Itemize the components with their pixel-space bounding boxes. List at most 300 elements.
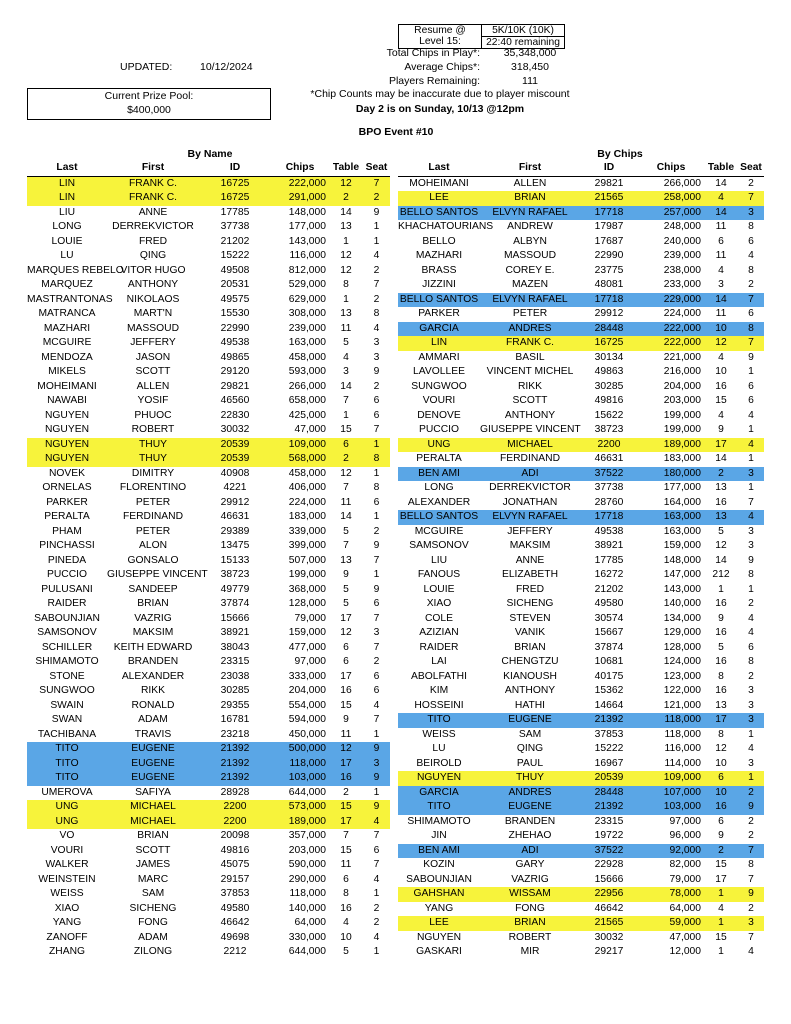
table-row: [27, 249, 390, 264]
cell-first: HATHI: [514, 699, 546, 711]
table-row: [27, 844, 390, 859]
cell-seat: 6: [748, 380, 754, 392]
cell-first: DIMITRY: [131, 467, 175, 479]
cell-id: 22956: [580, 887, 638, 902]
cell-seat: 1: [373, 888, 380, 899]
cell-id: 17687: [594, 235, 624, 247]
table-row: [398, 278, 764, 293]
cell-id: 21392: [580, 713, 638, 728]
table-row: [27, 858, 390, 873]
cell-table: 14: [704, 206, 738, 221]
table-row: [27, 873, 390, 888]
cell-seat: 4: [373, 699, 380, 711]
table-row: [398, 452, 764, 467]
cell-id: 49816: [220, 844, 250, 856]
cell-chips: 59,000: [638, 916, 704, 931]
cell-id: 28760: [594, 496, 624, 508]
table-row: [398, 568, 764, 583]
cell-chips: 79,000: [294, 612, 326, 624]
cell-id: 49779: [220, 583, 250, 595]
cell-first: BRIAN: [514, 641, 546, 653]
cell-table: 8: [343, 888, 349, 899]
cell-chips: 12,000: [669, 946, 701, 957]
table-row: [27, 684, 390, 699]
cell-seat: 9: [373, 366, 380, 377]
cell-table: 11: [340, 322, 352, 334]
table-row: [398, 409, 764, 424]
cell-first: THUY: [107, 438, 199, 453]
cell-table: 3: [718, 279, 724, 290]
cell-seat: 2: [373, 917, 380, 928]
cell-last: LAVOLLEE: [413, 366, 465, 377]
cell-last: SCHILLER: [41, 641, 93, 653]
table-row: [398, 322, 764, 337]
cell-first: DERREKVICTOR: [489, 482, 571, 493]
table-row: [27, 568, 390, 583]
cell-chips: 233,000: [663, 279, 701, 290]
cell-last: LIU: [430, 554, 448, 566]
cell-seat: 4: [748, 409, 754, 421]
cell-chips: 107,000: [638, 786, 704, 801]
cell-chips: 103,000: [271, 771, 329, 786]
cell-seat: 8: [738, 322, 764, 337]
cell-last: BRASS: [421, 264, 457, 276]
table-row: [27, 467, 390, 482]
cell-id: 37522: [580, 844, 638, 859]
cell-last: PINCHASSI: [39, 540, 95, 551]
cell-chips: 118,000: [638, 713, 704, 728]
cell-id: 49538: [594, 525, 624, 537]
table-row: [27, 510, 390, 525]
by-name-header-row: [27, 161, 390, 176]
table-row: [398, 380, 764, 395]
cell-first: ADAM: [138, 931, 168, 943]
cell-id: 29355: [220, 699, 250, 711]
col-header-chips: Chips: [656, 162, 686, 173]
cell-seat: 4: [373, 250, 380, 261]
cell-last: BELLO SANTOS: [398, 206, 480, 221]
table-row: [398, 771, 764, 786]
cell-table: 13: [704, 510, 738, 525]
cell-table: 12: [329, 742, 363, 757]
prize-pool-box: [27, 88, 271, 120]
table-row: [27, 409, 390, 424]
cell-seat: 6: [373, 685, 380, 696]
cell-chips: 64,000: [669, 902, 701, 914]
cell-first: PETER: [135, 525, 171, 537]
table-row: [398, 713, 764, 728]
cell-id: 30285: [594, 380, 624, 392]
table-row: [398, 438, 764, 453]
col-header-last: Last: [56, 162, 78, 173]
cell-last: NGUYEN: [416, 931, 462, 943]
cell-chips: 118,000: [271, 757, 329, 772]
cell-chips: 180,000: [638, 467, 704, 482]
cell-id: 13475: [220, 540, 250, 551]
cell-first: FRANK C.: [107, 176, 199, 191]
cell-chips: 97,000: [669, 815, 701, 827]
cell-seat: 2: [373, 656, 380, 667]
cell-table: 13: [340, 308, 352, 319]
table-row: [398, 902, 764, 917]
cell-first: STEVEN: [509, 612, 551, 624]
cell-last: KOZIN: [423, 859, 455, 870]
cell-first: THUY: [480, 771, 580, 786]
cell-first: ANTHONY: [127, 279, 179, 290]
cell-last: LONG: [424, 482, 454, 493]
cell-chips: 109,000: [638, 771, 704, 786]
cell-last: GAHSHAN: [398, 887, 480, 902]
cell-first: TRAVIS: [134, 728, 172, 740]
cell-last: WEINSTEIN: [38, 873, 96, 885]
cell-first: ZHEHAO: [508, 830, 552, 841]
table-row: [27, 481, 390, 496]
cell-chips: 114,000: [664, 757, 701, 769]
updated-label: UPDATED:: [120, 61, 173, 73]
table-row: [398, 351, 764, 366]
resume-level-blinds: 5K/10K (10K): [482, 25, 564, 37]
cell-first: VANIK: [514, 627, 546, 638]
cell-last: PERALTA: [416, 453, 462, 464]
cell-table: 4: [343, 917, 349, 928]
chip-count-note: *Chip Counts may be inaccurate due to player miscount: [310, 88, 570, 100]
cell-id: 15222: [594, 743, 624, 754]
table-row: [27, 902, 390, 917]
cell-seat: 8: [748, 859, 754, 870]
cell-seat: 6: [373, 409, 380, 421]
table-row: [398, 757, 764, 772]
table-row: [398, 554, 764, 569]
cell-id: 21202: [220, 235, 250, 247]
table-row: [398, 481, 764, 496]
by-chips-heading: By Chips: [597, 148, 643, 160]
cell-chips: 239,000: [288, 322, 326, 334]
cell-seat: 2: [748, 598, 754, 609]
cell-last: PHAM: [52, 525, 82, 537]
cell-seat: 1: [748, 453, 754, 464]
cell-seat: 7: [738, 191, 764, 206]
table-row: [27, 220, 390, 235]
cell-table: 12: [340, 627, 352, 638]
cell-seat: 1: [373, 467, 380, 479]
cell-last: LU: [60, 250, 74, 261]
cell-id: 46631: [594, 453, 624, 464]
cell-last: BELLO: [422, 235, 456, 247]
cell-chips: 143,000: [663, 583, 701, 595]
cell-table: 4: [343, 351, 349, 363]
cell-first: ELVYN RAFAEL: [480, 293, 580, 308]
cell-last: SABOUNJIAN: [406, 873, 472, 885]
cell-id: 46560: [220, 395, 250, 406]
cell-table: 16: [715, 627, 727, 638]
table-row: [398, 670, 764, 685]
stat-total-chips: [350, 46, 610, 60]
cell-id: 29821: [594, 177, 624, 189]
cell-table: 212: [712, 569, 730, 580]
cell-seat: 7: [373, 641, 380, 653]
cell-seat: 1: [748, 366, 754, 377]
table-row: [398, 467, 764, 482]
cell-chips: 92,000: [638, 844, 704, 859]
stat-value: 318,450: [511, 61, 549, 73]
table-row: [398, 264, 764, 279]
cell-table: 4: [718, 351, 724, 363]
cell-chips: 406,000: [288, 482, 326, 493]
cell-last: ALEXANDER: [407, 496, 471, 508]
cell-last: VOURI: [422, 395, 456, 406]
cell-last: XIAO: [54, 902, 80, 914]
cell-last: COLE: [424, 612, 454, 624]
cell-chips: 159,000: [288, 627, 326, 638]
cell-id: 30134: [594, 351, 624, 363]
table-row: [27, 539, 390, 554]
cell-id: 37738: [220, 221, 250, 232]
cell-seat: 2: [748, 279, 754, 290]
cell-id: 38723: [594, 424, 624, 435]
cell-last: DENOVE: [417, 409, 461, 421]
cell-last: LAI: [431, 656, 447, 667]
table-row: [27, 336, 390, 351]
cell-last: LONG: [52, 221, 82, 232]
cell-chips: 79,000: [669, 873, 701, 885]
cell-id: 21565: [580, 916, 638, 931]
cell-last: TITO: [27, 771, 107, 786]
stats-block: [350, 46, 610, 88]
cell-seat: 9: [738, 887, 764, 902]
cell-first: EUGENE: [107, 742, 199, 757]
cell-table: 1: [718, 946, 724, 957]
table-row: [398, 235, 764, 250]
cell-last: UNG: [27, 815, 107, 830]
cell-id: 30574: [594, 612, 624, 624]
cell-chips: 266,000: [288, 380, 326, 392]
cell-seat: 6: [373, 844, 380, 856]
cell-first: MASSOUD: [503, 250, 557, 261]
cell-chips: 290,000: [288, 873, 326, 885]
cell-id: 23315: [220, 656, 250, 667]
cell-table: 11: [340, 728, 352, 740]
cell-table: 14: [704, 293, 738, 308]
cell-seat: 2: [748, 902, 754, 914]
cell-chips: 148,000: [663, 554, 701, 566]
cell-chips: 199,000: [288, 569, 326, 580]
cell-chips: 248,000: [663, 221, 701, 232]
cell-table: 7: [343, 395, 349, 406]
cell-seat: 8: [748, 569, 754, 580]
cell-chips: 330,000: [288, 931, 326, 943]
cell-first: WISSAM: [480, 887, 580, 902]
cell-first: FRANK C.: [480, 336, 580, 351]
cell-id: 21392: [199, 757, 271, 772]
cell-table: 13: [715, 482, 727, 493]
cell-chips: 500,000: [271, 742, 329, 757]
cell-first: SCOTT: [135, 844, 171, 856]
cell-id: 30285: [220, 685, 250, 696]
cell-table: 12: [340, 467, 352, 479]
cell-table: 11: [340, 859, 352, 870]
by-name-body: [27, 176, 390, 960]
cell-seat: 6: [748, 641, 754, 653]
table-row: [398, 742, 764, 757]
cell-seat: 6: [373, 670, 380, 682]
cell-chips: 47,000: [294, 424, 326, 435]
cell-first: EUGENE: [480, 800, 580, 815]
stat-players-remaining: [350, 74, 610, 88]
cell-seat: 4: [373, 931, 380, 943]
cell-chips: 199,000: [663, 409, 701, 421]
cell-seat: 9: [373, 540, 380, 551]
cell-seat: 1: [748, 728, 754, 740]
table-row: [398, 655, 764, 670]
cell-table: 16: [329, 771, 363, 786]
cell-id: 28448: [580, 322, 638, 337]
cell-table: 7: [343, 830, 349, 841]
cell-seat: 3: [748, 685, 754, 696]
cell-seat: 8: [373, 308, 380, 319]
cell-table: 12: [340, 250, 352, 261]
cell-table: 6: [718, 815, 724, 827]
cell-chips: 143,000: [288, 235, 326, 247]
cell-id: 40908: [220, 467, 250, 479]
cell-table: 2: [329, 191, 363, 206]
cell-table: 15: [715, 931, 727, 943]
cell-last: UNG: [27, 800, 107, 815]
cell-chips: 240,000: [663, 235, 701, 247]
cell-last: SUNGWOO: [39, 685, 95, 696]
cell-seat: 3: [738, 713, 764, 728]
table-row: [398, 597, 764, 612]
cell-seat: 4: [373, 873, 380, 885]
cell-id: 23218: [220, 728, 250, 740]
cell-last: MOHEIMANI: [37, 380, 97, 392]
cell-chips: 224,000: [288, 496, 326, 508]
cell-last: SWAIN: [50, 699, 84, 711]
cell-id: 46642: [594, 902, 624, 914]
cell-chips: 203,000: [288, 844, 326, 856]
table-row: [398, 307, 764, 322]
cell-last: LIN: [27, 176, 107, 191]
cell-table: 3: [343, 366, 349, 377]
cell-seat: 1: [373, 235, 380, 247]
cell-id: 17785: [594, 554, 624, 566]
table-row: [398, 176, 764, 191]
cell-first: PHUOC: [134, 409, 172, 421]
cell-table: 15: [340, 699, 352, 711]
cell-seat: 9: [373, 206, 380, 218]
cell-chips: 399,000: [288, 540, 326, 551]
table-row: [27, 597, 390, 612]
cell-id: 16725: [199, 176, 271, 191]
cell-id: 4221: [223, 482, 247, 493]
cell-first: PETER: [135, 496, 171, 508]
table-row: [27, 176, 390, 191]
table-row: [398, 641, 764, 656]
cell-last: SWAN: [51, 714, 83, 725]
table-row: [27, 742, 390, 757]
cell-id: 15667: [594, 627, 624, 638]
cell-first: NIKOLAOS: [126, 293, 180, 305]
cell-seat: 7: [373, 424, 380, 435]
cell-chips: 222,000: [638, 322, 704, 337]
col-header-last: Last: [428, 162, 450, 173]
cell-id: 20098: [220, 830, 250, 841]
table-row: [27, 307, 390, 322]
cell-seat: 4: [748, 627, 754, 638]
cell-table: 15: [329, 800, 363, 815]
cell-chips: 216,000: [663, 366, 701, 377]
cell-seat: 9: [373, 583, 380, 595]
cell-chips: 116,000: [289, 250, 326, 261]
event-title: BPO Event #10: [358, 126, 434, 138]
cell-id: 21392: [199, 771, 271, 786]
cell-last: VOURI: [50, 844, 84, 856]
cell-first: CHENGTZU: [501, 656, 559, 667]
cell-last: SUNGWOO: [411, 380, 467, 392]
cell-seat: 4: [748, 250, 754, 261]
cell-chips: 109,000: [271, 438, 329, 453]
cell-table: 16: [715, 496, 727, 508]
cell-id: 2200: [580, 438, 638, 453]
cell-id: 23315: [594, 815, 624, 827]
cell-chips: 199,000: [663, 424, 701, 435]
table-row: [398, 931, 764, 946]
cell-first: BASIL: [515, 351, 545, 363]
cell-chips: 123,000: [663, 670, 701, 682]
cell-table: 14: [715, 177, 727, 189]
cell-last: AZIZIAN: [419, 627, 459, 638]
table-row: [398, 206, 764, 221]
cell-id: 30032: [594, 931, 624, 943]
resume-label-line2: Level 15:: [419, 36, 461, 47]
cell-first: ALBYN: [513, 235, 547, 247]
cell-first: RONALD: [131, 699, 175, 711]
cell-table: 5: [718, 525, 724, 537]
cell-chips: 78,000: [638, 887, 704, 902]
cell-chips: 266,000: [663, 177, 701, 189]
cell-id: 21392: [580, 800, 638, 815]
cell-last: NOVEK: [48, 467, 86, 479]
cell-last: MARQUEZ: [41, 279, 93, 290]
cell-chips: 82,000: [669, 859, 701, 870]
cell-chips: 183,000: [288, 511, 326, 522]
cell-chips: 239,000: [663, 250, 701, 261]
cell-seat: 1: [748, 424, 754, 435]
cell-table: 10: [715, 366, 727, 377]
table-row: [27, 452, 390, 467]
cell-chips: 594,000: [288, 714, 326, 725]
cell-table: 15: [715, 859, 727, 870]
updated-date: 10/12/2024: [200, 61, 253, 73]
cell-seat: 7: [738, 844, 764, 859]
cell-chips: 134,000: [663, 612, 701, 624]
table-row: [27, 264, 390, 279]
cell-last: PARKER: [418, 308, 460, 319]
cell-table: 4: [718, 264, 724, 276]
table-row: [27, 887, 390, 902]
cell-chips: 177,000: [288, 221, 326, 232]
cell-id: 49865: [220, 351, 250, 363]
cell-id: 29912: [594, 308, 624, 319]
cell-first: MIR: [520, 946, 540, 957]
cell-chips: 224,000: [663, 308, 701, 319]
cell-id: 29120: [220, 366, 250, 377]
cell-first: ALLEN: [136, 380, 170, 392]
cell-last: BEN AMI: [398, 467, 480, 482]
table-row: [27, 945, 390, 960]
cell-id: 16725: [199, 191, 271, 206]
cell-seat: 7: [363, 176, 390, 191]
cell-id: 2200: [199, 800, 271, 815]
